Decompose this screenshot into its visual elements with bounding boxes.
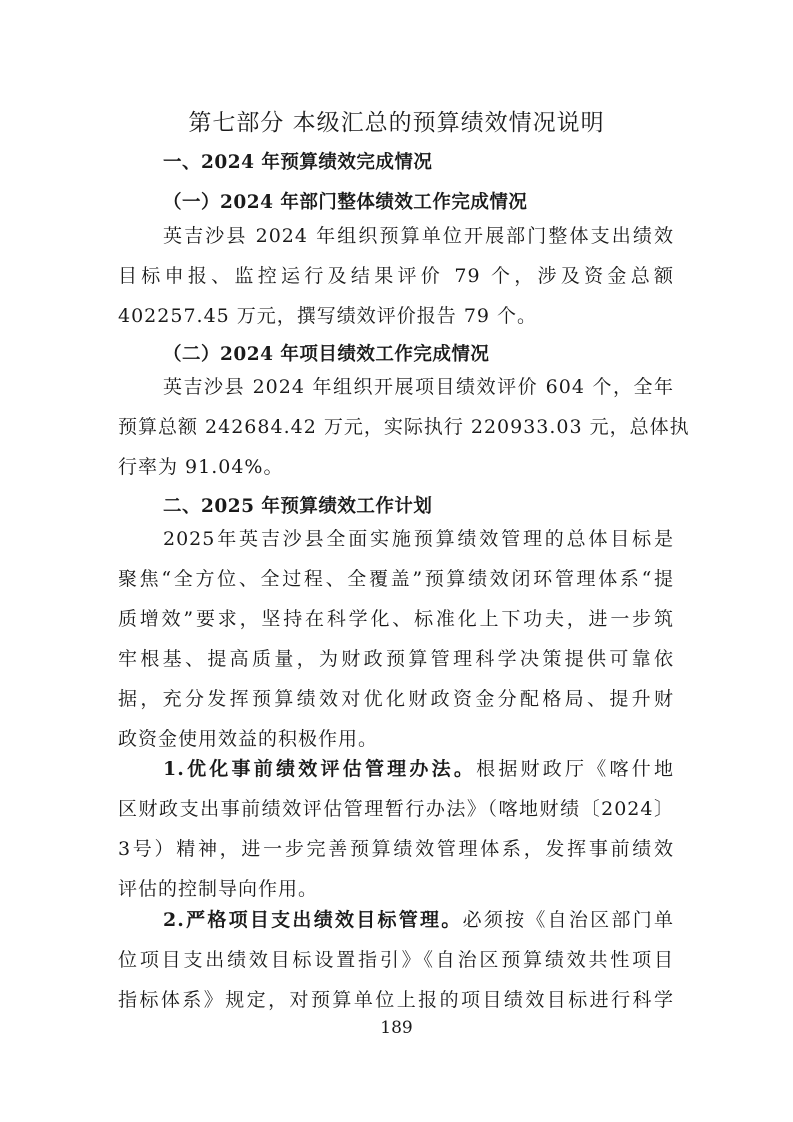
section1-sub2-paragraph bbox=[118, 367, 690, 487]
section2-heading: 二、2025 年预算绩效工作计划 bbox=[163, 496, 433, 517]
paragraph-line: 政资金使用效益的积极作用。 bbox=[118, 728, 379, 750]
paragraph-line: 目标申报、监控运行及结果评价 79 个，涉及资金总额 bbox=[118, 265, 674, 287]
paragraph-line: 预算总额 242684.42 万元，实际执行 220933.03 元，总体执 bbox=[118, 416, 690, 438]
paragraph-line: 评估的控制导向作用。 bbox=[118, 878, 319, 900]
item2-paragraph bbox=[118, 900, 674, 1020]
paragraph-line: 英吉沙县 2024 年组织预算单位开展部门整体支出绩效 bbox=[163, 225, 674, 247]
paragraph-line: 行率为 91.04%。 bbox=[118, 456, 284, 478]
paragraph-line bbox=[118, 900, 674, 940]
section1-sub1-paragraph bbox=[118, 216, 674, 336]
paragraph-line: 聚焦“全方位、全过程、全覆盖”预算绩效闭环管理体系“提 bbox=[118, 568, 674, 590]
page-title: 第七部分 本级汇总的预算绩效情况说明 bbox=[188, 110, 605, 136]
section1-sub2-heading: （二）2024 年项目绩效工作完成情况 bbox=[163, 344, 490, 365]
paragraph-line: 牢根基、提高质量，为财政预算管理科学决策提供可靠依 bbox=[118, 648, 674, 670]
page-number: 189 bbox=[380, 1018, 413, 1038]
paragraph-line: 质增效”要求，坚持在科学化、标准化上下功夫，进一步筑 bbox=[118, 608, 674, 630]
section2-paragraph bbox=[118, 519, 674, 759]
paragraph-line: 2025年英吉沙县全面实施预算绩效管理的总体目标是 bbox=[163, 528, 674, 550]
paragraph-line: 据，充分发挥预算绩效对优化财政资金分配格局、提升财 bbox=[118, 688, 674, 710]
item2-first-text: 必须按《自治区部门单 bbox=[462, 909, 674, 931]
paragraph-line: 402257.45 万元，撰写绩效评价报告 79 个。 bbox=[118, 305, 538, 327]
paragraph-line: 区财政支出事前绩效评估管理暂行办法》（喀地财绩〔2024〕 bbox=[118, 798, 674, 820]
item1-paragraph bbox=[118, 749, 674, 909]
item1-first-text: 根据财政厅《喀什地 bbox=[476, 758, 674, 780]
item1-heading: 1.优化事前绩效评估管理办法。 bbox=[163, 758, 477, 780]
section1-sub1-heading: （一）2024 年部门整体绩效工作完成情况 bbox=[163, 192, 528, 213]
paragraph-line: 指标体系》规定，对预算单位上报的项目绩效目标进行科学 bbox=[118, 989, 674, 1011]
paragraph-line bbox=[118, 749, 674, 789]
section1-heading: 一、2024 年预算绩效完成情况 bbox=[163, 152, 433, 173]
paragraph-line: 英吉沙县 2024 年组织开展项目绩效评价 604 个，全年 bbox=[163, 376, 674, 398]
paragraph-line: 3号）精神，进一步完善预算绩效管理体系，发挥事前绩效 bbox=[118, 838, 674, 860]
item2-heading: 2.严格项目支出绩效目标管理。 bbox=[163, 909, 463, 931]
paragraph-line: 位项目支出绩效目标设置指引》《自治区预算绩效共性项目 bbox=[118, 949, 674, 971]
